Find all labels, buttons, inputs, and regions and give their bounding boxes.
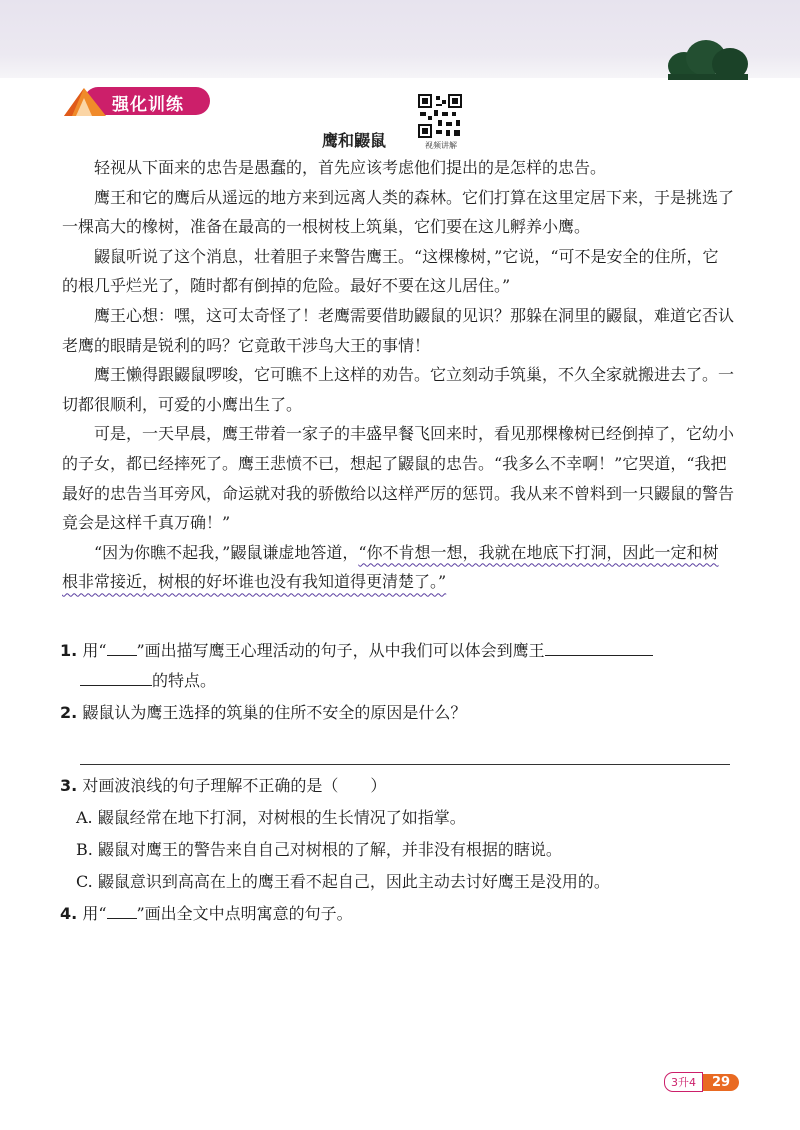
question-text: 的特点。 (152, 671, 217, 690)
story-paragraph: 可是，一天早晨，鹰王带着一家子的丰盛早餐飞回来时，看见那棵橡树已经倒掉了，它幼小的子女，都已经摔死了。鹰王悲愤不已，想起了鼹鼠的忠告。“我多么不幸啊！”它哭道，“我把最好的忠告当耳旁风，命运就对我的骄傲给以这样严厉的惩罚。我从来不曾料到一只鼹鼠的警告竟会是这样千真万确！” (62, 424, 735, 533)
option-c[interactable]: C. 鼹鼠意识到高高在上的鹰王看不起自己，因此主动去讨好鹰王是没用的。 (76, 872, 610, 891)
qr-code-icon[interactable] (418, 94, 462, 138)
question-number: 1. (60, 641, 78, 660)
question-1 (60, 636, 736, 696)
last-paragraph-start: “因为你瞧不起我，”鼹鼠谦虚地答道， (94, 542, 359, 562)
question-3 (60, 771, 736, 897)
page-number: 29 (703, 1074, 739, 1091)
question-text: 用“ (82, 641, 107, 660)
question-4 (60, 899, 736, 929)
story-paragraph: 鼹鼠听说了这个消息，壮着胆子来警告鹰王。“这棵橡树，”它说，“可不是安全的住所，它的根几乎烂光了，随时都有倒掉的危险。最好不要在这儿居住。” (62, 246, 719, 296)
question-number: 3. (60, 776, 78, 795)
question-text: ”画出描写鹰王心理活动的句子，从中我们可以体会到鹰王 (136, 641, 545, 660)
story-paragraph: 鹰王懒得跟鼹鼠啰唆，它可瞧不上这样的劝告。它立刻动手筑巢，不久全家就搬进去了。一切都很顺利，可爱的小鹰出生了。 (62, 365, 735, 414)
question-2 (60, 698, 736, 765)
page-footer (664, 1072, 739, 1092)
story-paragraph: 轻视从下面来的忠告是愚蠢的，首先应该考虑他们提出的是怎样的忠告。 (94, 158, 607, 177)
answer-blank[interactable] (80, 669, 152, 686)
section-label: 强化训练 (112, 95, 184, 115)
exercise-list (60, 636, 736, 929)
line-style-sample (107, 904, 137, 919)
question-1-cont (60, 666, 736, 696)
section-banner (62, 84, 212, 118)
story-text (62, 153, 734, 597)
question-text: 鼹鼠认为鹰王选择的筑巢的住所不安全的原因是什么？ (82, 703, 467, 722)
line-style-sample (107, 641, 137, 656)
qr-code-block[interactable] (418, 94, 464, 151)
tree-icon (668, 40, 748, 80)
story-paragraph-last (62, 538, 734, 597)
wavy-underlined-sentence: “你不肯想一想，我就在地底下打洞，因此一定和树根非常接近，树根的好坏谁也没有我知道得更清楚了。” (62, 542, 719, 592)
question-number: 4. (60, 904, 78, 923)
answer-blank[interactable] (545, 639, 653, 656)
answer-line[interactable] (80, 728, 730, 765)
option-b[interactable]: B. 鼹鼠对鹰王的警告来自自己对树根的了解，并非没有根据的瞎说。 (76, 840, 562, 859)
grade-tag: 3升4 (664, 1072, 703, 1092)
article-title: 鹰和鼹鼠 (322, 131, 387, 150)
question-text: 对画波浪线的句子理解不正确的是（ ） (82, 776, 387, 795)
tent-icon (62, 84, 108, 118)
question-text: ”画出全文中点明寓意的句子。 (136, 904, 353, 923)
story-paragraph: 鹰王心想：嘿，这可太奇怪了！老鹰需要借助鼹鼠的见识？那躲在洞里的鼹鼠，难道它否认老鹰的眼睛是锐利的吗？它竟敢干涉鸟大王的事情！ (62, 305, 735, 355)
question-number: 2. (60, 703, 78, 722)
story-paragraph: 鹰王和它的鹰后从遥远的地方来到远离人类的森林。它们打算在这里定居下来，于是挑选了一棵高大的橡树，准备在最高的一根树枝上筑巢，它们要在这儿孵养小鹰。 (62, 187, 735, 237)
qr-caption: 视频讲解 (425, 141, 457, 150)
question-text: 用“ (82, 904, 107, 923)
option-a[interactable]: A. 鼹鼠经常在地下打洞，对树根的生长情况了如指掌。 (76, 808, 466, 827)
